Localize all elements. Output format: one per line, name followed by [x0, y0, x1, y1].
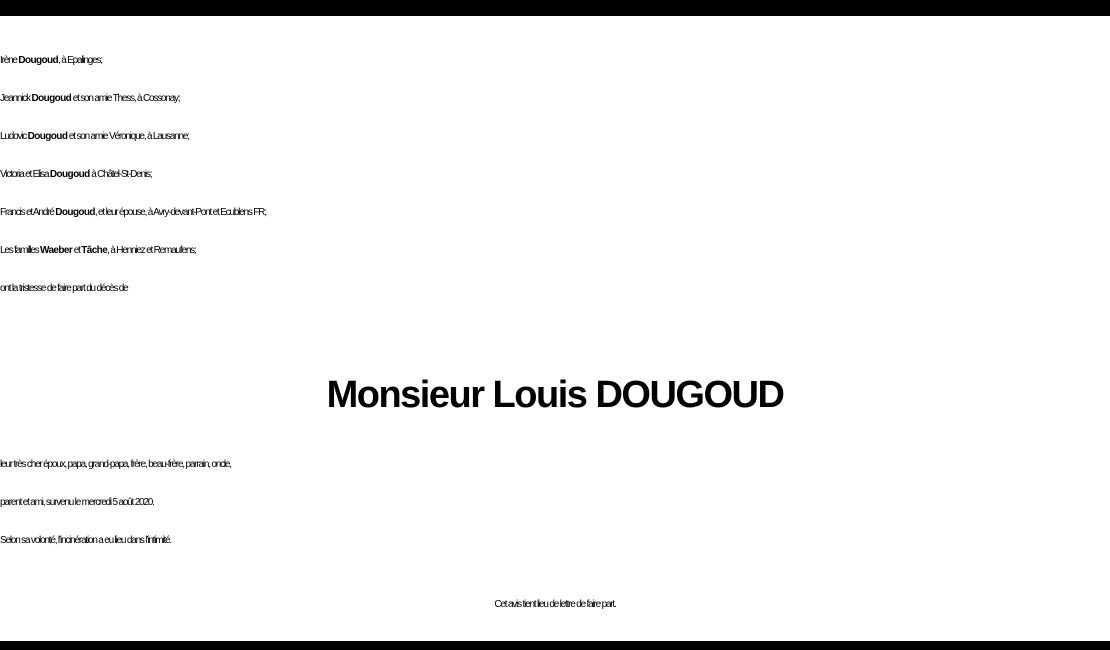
family-surname: Dougoud	[55, 207, 95, 218]
family-line-text: et	[72, 245, 82, 256]
family-line	[0, 80, 1110, 118]
family-line	[0, 118, 1110, 156]
family-line	[0, 232, 1110, 270]
body-line: leur très cher époux, papa, grand-papa, frère, beau-frère, parrain, oncle,	[0, 459, 231, 470]
announcement-body	[0, 446, 1110, 560]
family-surname: Dougoud	[27, 131, 68, 142]
announcement-intro	[0, 270, 1110, 308]
top-border-rule	[0, 0, 1110, 16]
family-line	[0, 194, 1110, 232]
family-line-text: Victoria et Elisa	[0, 169, 50, 180]
family-line	[0, 156, 1110, 194]
body-line: parent et ami, survenu le mercredi 5 août 2020.	[0, 497, 154, 508]
family-line-text: , à Epalinges;	[58, 55, 102, 66]
family-line-text: , à Henniez et Remaufens;	[107, 245, 196, 256]
bottom-border-rule	[0, 641, 1110, 650]
family-line-text: à Châtel-St-Denis;	[89, 169, 152, 180]
family-line-text: Jeannick	[0, 93, 32, 104]
family-line	[0, 42, 1110, 80]
family-surname: Waeber	[39, 245, 73, 256]
family-surname: Dougoud	[49, 169, 90, 180]
family-line-text: Les familles	[0, 245, 40, 256]
family-line-text: et son amie Thess, à Cossonay;	[71, 93, 180, 104]
family-line-text: et son amie Véronique, à Lausanne;	[67, 131, 189, 142]
family-line-text: ont la tristesse de faire part du décès de	[0, 283, 128, 294]
family-line-text: , et leur épouse, à Avry-devant-Pont et Ecublens FR;	[94, 207, 266, 218]
family-list	[0, 42, 1110, 308]
family-surname: Dougoud	[18, 55, 59, 66]
family-line-text: Ludovic	[0, 131, 28, 142]
closing-note: Cet avis tient lieu de lettre de faire part.	[494, 599, 616, 610]
family-line-text: Francis et André	[0, 207, 56, 218]
family-surname: Tâche	[81, 245, 108, 256]
family-line-text: Irène	[0, 55, 19, 66]
family-surname: Dougoud	[31, 93, 72, 104]
body-line: Selon sa volonté, l’incinération a eu lieu dans l’intimité.	[0, 535, 172, 546]
deceased-name-heading: Monsieur Louis DOUGOUD	[326, 374, 784, 416]
